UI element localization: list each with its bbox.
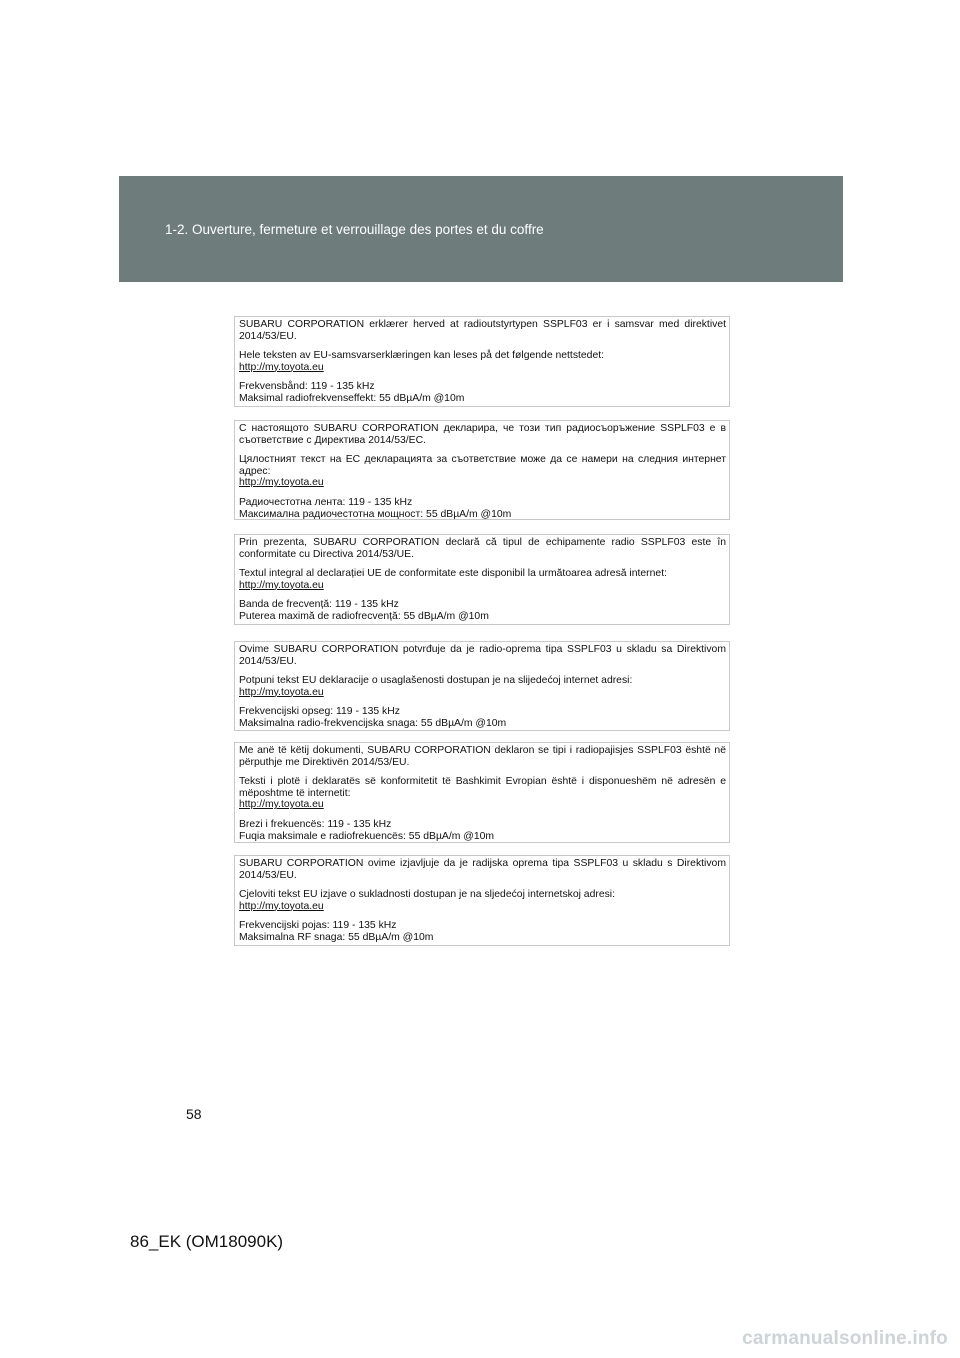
declaration-text: SUBARU CORPORATION erklærer herved at radioutstyrtypen SSPLF03 er i samsvar med direktivet 2014/53/EU. — [239, 319, 726, 342]
page-number: 58 — [186, 1106, 202, 1122]
section-title: 1-2. Ouverture, fermeture et verrouillage des portes et du coffre — [165, 222, 544, 237]
declaration-link[interactable]: http://my.toyota.eu — [239, 579, 324, 591]
declaration-link[interactable]: http://my.toyota.eu — [239, 799, 324, 811]
document-code: 86_EK (OM18090K) — [130, 1232, 284, 1251]
max-power: Maksimalna RF snaga: 55 dBµA/m @10m — [239, 931, 434, 943]
declaration-block-bulgarian — [234, 420, 730, 520]
max-power: Maksimal radiofrekvenseffekt: 55 dBµA/m @10m — [239, 392, 465, 404]
declaration-block-romanian — [234, 534, 730, 625]
declaration-text: SUBARU CORPORATION ovime izjavljuje da je radijska oprema tipa SSPLF03 u skladu s Direktivom 2014/53/EU. — [239, 858, 726, 881]
declaration-link[interactable]: http://my.toyota.eu — [239, 361, 324, 373]
fulltext-text: Potpuni tekst EU deklaracije o usaglašenosti dostupan je na slijedećoj internet adresi: — [239, 675, 633, 687]
section-header — [119, 176, 843, 282]
fulltext-text: Cjeloviti tekst EU izjave o sukladnosti dostupan je na sljedećoj internetskoj adresi: — [239, 889, 615, 901]
declaration-link[interactable]: http://my.toyota.eu — [239, 900, 324, 912]
declaration-text: Prin prezenta, SUBARU CORPORATION declară că tipul de echipamente radio SSPLF03 este în conformitate cu Directiva 2014/53/UE. — [239, 537, 726, 560]
fulltext-text: Teksti i plotë i deklaratës së konformitetit të Bashkimit Evropian është i disponueshëm në adresën e mëposhtme të internetit: — [239, 776, 726, 799]
fulltext-text: Textul integral al declarației UE de conformitate este disponibil la următoarea adresă internet: — [239, 568, 667, 580]
frequency-band: Frekvencijski pojas: 119 - 135 kHz — [239, 920, 397, 932]
frequency-band: Радиочестотна лента: 119 - 135 kHz — [239, 496, 413, 508]
frequency-band: Brezi i frekuencës: 119 - 135 kHz — [239, 818, 392, 830]
declaration-block-croatian — [234, 855, 730, 946]
frequency-band: Banda de frecvență: 119 - 135 kHz — [239, 599, 399, 611]
frequency-band: Frekvencijski opseg: 119 - 135 kHz — [239, 706, 400, 718]
frequency-band: Frekvensbånd: 119 - 135 kHz — [239, 381, 375, 393]
declaration-text: Ovime SUBARU CORPORATION potvrđuje da je radio-oprema tipa SSPLF03 u skladu sa Direktivom 2014/53/EU. — [239, 644, 726, 667]
declaration-link[interactable]: http://my.toyota.eu — [239, 686, 324, 698]
max-power: Puterea maximă de radiofrecvență: 55 dBµA/m @10m — [239, 610, 489, 622]
max-power: Maksimalna radio-frekvencijska snaga: 55 dBµA/m @10m — [239, 717, 507, 729]
declaration-block-montenegrin — [234, 641, 730, 731]
max-power: Максимална радиочестотна мощност: 55 dBµA/m @10m — [239, 508, 512, 520]
watermark: carmanualsonline.info — [742, 1328, 948, 1349]
declaration-text: С настоящото SUBARU CORPORATION декларира, че този тип радиосъоръжение SSPLF03 е в съответствие с Директива 2014/53/ЕС. — [239, 423, 726, 446]
declaration-text: Me anë të këtij dokumenti, SUBARU CORPORATION deklaron se tipi i radiopajisjes SSPLF03 është në përputhje me Direktivën 2014/53/EU. — [239, 745, 726, 768]
fulltext-text: Цялостният текст на ЕС декларацията за съответствие може да се намери на следния интернет адрес: — [239, 454, 726, 477]
max-power: Fuqia maksimale e radiofrekuencës: 55 dBµA/m @10m — [239, 830, 495, 842]
fulltext-text: Hele teksten av EU-samsvarserklæringen kan leses på det følgende nettstedet: — [239, 350, 605, 362]
declaration-block-norwegian — [234, 316, 730, 407]
declaration-link[interactable]: http://my.toyota.eu — [239, 477, 324, 489]
declaration-block-albanian — [234, 742, 730, 843]
